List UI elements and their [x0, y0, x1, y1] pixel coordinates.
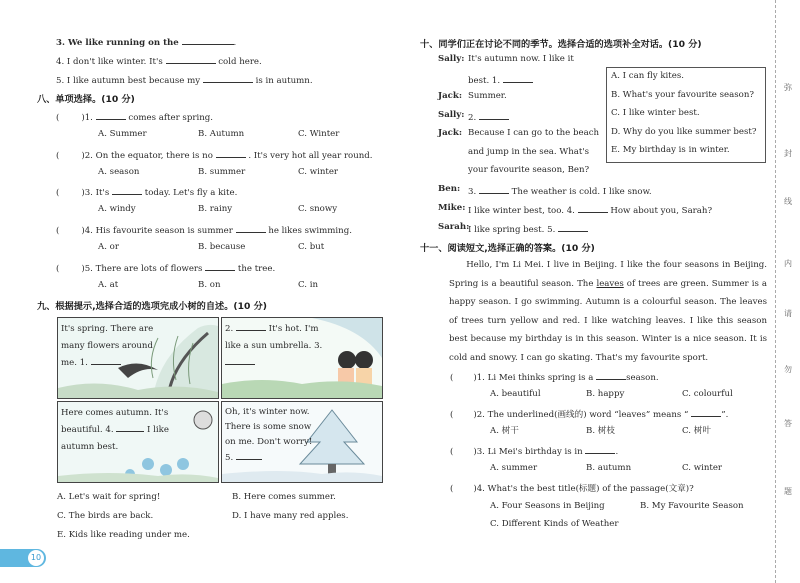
speaker-label: Jack:: [438, 91, 462, 101]
speaker-label: Sally:: [438, 54, 465, 64]
panel-spring: [57, 317, 219, 399]
speaker-label: Sally:: [438, 110, 465, 120]
answer-blank[interactable]: [91, 355, 121, 365]
reading-option-c: C. winter: [682, 463, 723, 473]
section-10-title: 十、同学们正在讨论不同的季节。选择合适的选项补全对话。(10 分): [420, 39, 702, 50]
answer-paren-slot[interactable]: [59, 149, 81, 158]
answer-blank[interactable]: [596, 370, 626, 380]
section-11-title: 十一、阅读短文,选择正确的答案。(10 分): [420, 243, 595, 254]
page-number-tab: [0, 549, 46, 567]
answer-blank[interactable]: [479, 110, 509, 120]
answer-blank[interactable]: [216, 148, 246, 158]
mc-question: ( )5. There are lots of flowers the tree.: [56, 261, 275, 275]
dialog-line: Because I can go to the beach: [468, 128, 600, 138]
fill-q3-text: 3. We like running on the: [56, 38, 179, 48]
answer-blank[interactable]: [225, 355, 255, 365]
mc-option-c: C. in: [298, 280, 319, 290]
reading-option-a: A. Four Seasons in Beijing: [490, 501, 605, 511]
fill-q4: 4. I don't like winter. It's cold here.: [56, 54, 262, 68]
dialog-line: and jump in the sea. What's: [468, 147, 590, 157]
answer-blank[interactable]: [236, 321, 266, 331]
answer-blank[interactable]: [691, 407, 721, 417]
mc-option-c: C. but: [298, 242, 325, 252]
answer-blank[interactable]: [166, 54, 216, 64]
answer-paren-slot[interactable]: [59, 111, 81, 120]
answer-paren-slot[interactable]: [453, 408, 473, 417]
answer-blank[interactable]: [116, 422, 144, 432]
mc-question: ( )3. It's today. Let's fly a kite.: [56, 185, 237, 199]
seal-line-char: 线: [784, 197, 792, 206]
dialog-line: Summer.: [468, 91, 507, 101]
answer-blank[interactable]: [578, 203, 608, 213]
answer-blank[interactable]: [479, 184, 509, 194]
dialog-option: B. What's your favourite season?: [611, 89, 754, 100]
reading-option-b: B. My Favourite Season: [640, 501, 744, 511]
dialog-option: C. I like winter best.: [611, 108, 700, 119]
mc-option-c: C. snowy: [298, 204, 338, 214]
mc-option-a: A. at: [98, 280, 119, 290]
fill-q5: 5. I like autumn best because my is in autumn.: [56, 73, 313, 87]
choice-c: C. The birds are back.: [57, 511, 154, 521]
answer-paren-slot[interactable]: [453, 482, 473, 491]
reading-passage: Hello, I'm Li Mei. I live in Beijing. I like the four seasons in Beijing. Spring is a beautiful season. The leaves of trees are green. Summer is a happy season. I go swimming. Autumn is a colourful season. The leaves of trees turn yellow and red. I like watching leaves. I like this season best because my birthday is in this season. Winter is a nice season. It is cold and snowy. I can go skating. That's my favourite sport.: [449, 260, 767, 363]
dialog-line: best. 1.: [468, 73, 533, 87]
choice-e: E. Kids like reading under me.: [57, 530, 190, 540]
dialog-line: I like winter best, too. 4. How about you, Sarah?: [468, 203, 712, 217]
seal-line-char: 请: [784, 309, 792, 318]
panel-spring-text: It's spring. There are many flowers around me. 1.: [61, 324, 154, 368]
reading-option-c: C. colourful: [682, 389, 733, 399]
panel-autumn-text: Here comes autumn. It's beautiful. 4. I like autumn best.: [61, 408, 169, 452]
reading-question: ( )1. Li Mei thinks spring is a season.: [450, 370, 659, 384]
section-8-title: 八、单项选择。(10 分): [37, 94, 135, 105]
mc-option-a: A. season: [98, 167, 140, 177]
mc-option-c: C. winter: [298, 167, 339, 177]
answer-blank[interactable]: [236, 450, 262, 460]
panel-winter-text: Oh, it's winter now. There is some snow on me. Don't worry! 5.: [225, 407, 313, 463]
dialog-options-box: [606, 67, 766, 163]
reading-option-c: C. Different Kinds of Weather: [490, 519, 619, 529]
choice-d: D. I have many red apples.: [232, 511, 349, 521]
seal-line-char: 答: [784, 419, 792, 428]
dialog-line: 2.: [468, 110, 509, 124]
mc-option-a: A. windy: [98, 204, 136, 214]
answer-paren-slot[interactable]: [453, 371, 473, 380]
answer-paren-slot[interactable]: [453, 445, 473, 454]
dialog-line: It's autumn now. I like it: [468, 54, 574, 64]
choice-a: A. Let's wait for spring!: [57, 492, 161, 502]
answer-blank[interactable]: [585, 444, 615, 454]
speaker-label: Ben:: [438, 184, 461, 194]
answer-blank[interactable]: [203, 73, 253, 83]
answer-blank[interactable]: [96, 110, 126, 120]
dialog-option: E. My birthday is in winter.: [611, 145, 730, 156]
choice-b: B. Here comes summer.: [232, 492, 336, 502]
mc-option-a: A. Summer: [98, 129, 147, 139]
mc-option-b: B. because: [198, 242, 246, 252]
reading-option-a: A. 树干: [490, 426, 519, 436]
answer-blank[interactable]: [182, 35, 234, 45]
mc-option-c: C. Winter: [298, 129, 340, 139]
reading-question: ( )3. Li Mei's birthday is in .: [450, 444, 618, 458]
seal-line-char: 勿: [784, 365, 792, 374]
speaker-label: Sarah:: [438, 222, 470, 232]
answer-blank[interactable]: [236, 223, 266, 233]
mc-option-b: B. Autumn: [198, 129, 245, 139]
mc-question: ( )2. On the equator, there is no . It's very hot all year round.: [56, 148, 373, 162]
panel-summer-text: 2. It's hot. I'm like a sun umbrella. 3.: [225, 321, 335, 372]
mc-question: ( )4. His favourite season is summer he likes swimming.: [56, 223, 352, 237]
section-9-title: 九、根据提示,选择合适的选项完成小树的自述。(10 分): [37, 301, 267, 312]
dialog-line: your favourite season, Ben?: [468, 165, 590, 175]
fill-q5-text: 5. I like autumn best because my: [56, 76, 201, 86]
answer-paren-slot[interactable]: [59, 186, 81, 195]
mc-option-b: B. rainy: [198, 204, 233, 214]
answer-paren-slot[interactable]: [59, 224, 81, 233]
speaker-label: Jack:: [438, 128, 462, 138]
dialog-option: D. Why do you like summer best?: [611, 126, 757, 137]
dialog-option: A. I can fly kites.: [611, 71, 684, 81]
speaker-label: Mike:: [438, 203, 466, 213]
seal-line-char: 弥: [784, 83, 792, 92]
reading-option-a: A. summer: [490, 463, 538, 473]
seal-line-char: 内: [784, 259, 792, 268]
reading-option-b: B. 树枝: [586, 426, 615, 436]
mc-option-b: B. summer: [198, 167, 246, 177]
answer-blank[interactable]: [503, 73, 533, 83]
panel-summer: [221, 317, 383, 399]
seal-line-char: 封: [784, 149, 792, 158]
panel-autumn: [57, 401, 219, 483]
reading-option-b: B. autumn: [586, 463, 632, 473]
answer-blank[interactable]: [112, 185, 142, 195]
fill-q3: 3. We like running on the .: [56, 35, 236, 49]
mc-option-a: A. or: [98, 242, 119, 252]
reading-question: ( )4. What's the best title(标题) of the passage(文章)?: [450, 484, 694, 494]
mc-option-b: B. on: [198, 280, 221, 290]
answer-paren-slot[interactable]: [59, 262, 81, 271]
dialog-line: I like spring best. 5.: [468, 222, 588, 236]
fill-q4-text: 4. I don't like winter. It's: [56, 57, 163, 67]
reading-option-c: C. 树叶: [682, 426, 711, 436]
reading-option-a: A. beautiful: [490, 389, 541, 399]
reading-option-b: B. happy: [586, 389, 625, 399]
dialog-line: 3. The weather is cold. I like snow.: [468, 184, 652, 198]
seal-line-char: 题: [784, 487, 792, 496]
page-number: 10: [28, 550, 44, 566]
answer-blank[interactable]: [558, 222, 588, 232]
answer-blank[interactable]: [205, 261, 235, 271]
mc-question: ( )1. comes after spring.: [56, 110, 213, 124]
reading-question: ( )2. The underlined(画线的) word “leaves” means “ ”.: [450, 407, 728, 421]
underlined-word: leaves: [596, 278, 624, 289]
panel-winter: [221, 401, 383, 483]
